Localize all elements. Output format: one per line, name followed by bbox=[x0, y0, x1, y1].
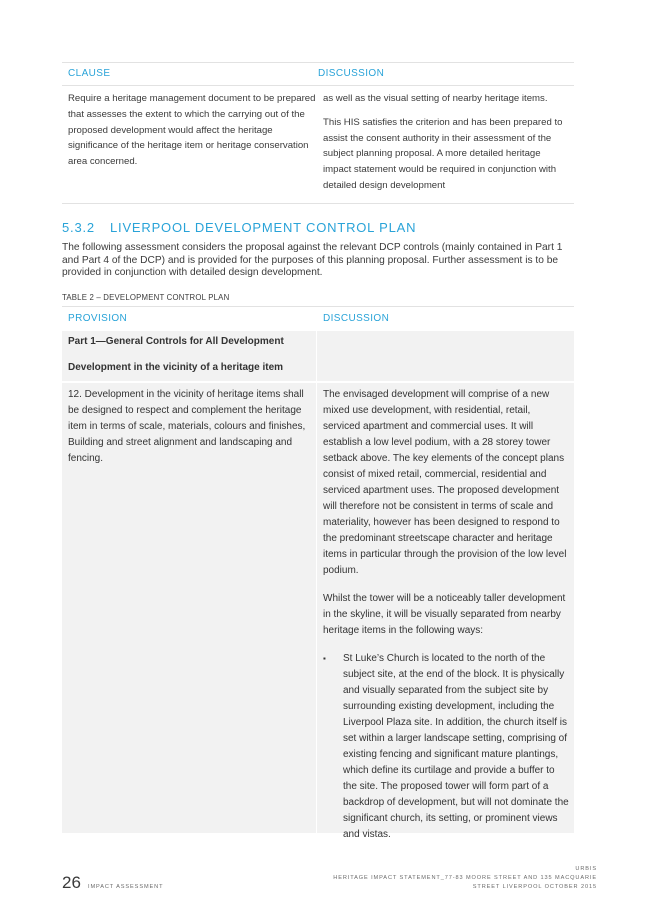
section-intro: The following assessment considers the proposal against the relevant DCP controls (mainly contained in Part 1 and Part 4 of the DCP) and is provided for the purposes of this planning proposal. Further assessment is to be provided in conjunction with detailed design development. bbox=[62, 242, 563, 279]
footer-brand: URBIS bbox=[575, 866, 597, 872]
table2-bullet-item bbox=[323, 651, 569, 843]
table1-header-discussion: DISCUSSION bbox=[318, 68, 385, 79]
table2-discussion-para: Whilst the tower will be a noticeably taller development in the skyline, it will be visually separated from nearby heritage items in the following ways: bbox=[323, 593, 566, 636]
footer-doc-line2: STREET LIVERPOOL OCTOBER 2015 bbox=[472, 884, 597, 890]
table1-top-rule bbox=[62, 62, 574, 63]
table1-discussion-para: as well as the visual setting of nearby heritage items. bbox=[323, 93, 548, 104]
table1-bottom-rule bbox=[62, 203, 574, 204]
section-heading bbox=[62, 220, 416, 235]
table2-discussion-para: The envisaged development will comprise of a new mixed use development, with residential, retail, serviced apartment and commercial uses. It will establish a low level podium, with a 28 storey tower setback above. The key elements of the concept plans consist of mixed retail, commercial, residential and serviced apartment uses. The proposed development will therefore not be consistent in terms of scale and materiality, however has been designed to respond to the predominant streetscape character and heritage items in particular through the provision of the low level podium. bbox=[323, 389, 567, 576]
table1-header-rule bbox=[62, 85, 574, 86]
table2-row-divider bbox=[62, 381, 574, 383]
table2-discussion bbox=[323, 387, 569, 843]
table2-provision-text: 12. Development in the vicinity of heritage items shall be designed to respect and complement the heritage item in terms of scale, materials, colours and finishes, Building and street alignment and landscaping and fencing. bbox=[68, 389, 306, 464]
section-number: 5.3.2 bbox=[62, 220, 95, 235]
section-title: LIVERPOOL DEVELOPMENT CONTROL PLAN bbox=[110, 220, 417, 235]
table2-column-divider bbox=[316, 331, 317, 833]
footer-doc-line1: HERITAGE IMPACT STATEMENT_77-83 MOORE STREET AND 135 MACQUARIE bbox=[333, 875, 597, 881]
table1-discussion-para: This HIS satisfies the criterion and has been prepared to assist the consent authority in their assessment of the subject planning proposal. A more detailed heritage impact statement would be required in conjunction with detailed design development bbox=[323, 116, 563, 191]
page-number: 26 bbox=[62, 873, 81, 892]
footer-section-label: IMPACT ASSESSMENT bbox=[88, 884, 164, 890]
table1-discussion bbox=[323, 91, 571, 194]
table2-header-provision: PROVISION bbox=[68, 313, 128, 324]
table1-header-clause: CLAUSE bbox=[68, 68, 111, 79]
table2-sub-heading: Development in the vicinity of a heritage item bbox=[68, 362, 284, 373]
table2-header-discussion: DISCUSSION bbox=[323, 313, 390, 324]
table2-bullet-text: St Luke’s Church is located to the north of the subject site, at the end of the block. It is physically and visually separated from the subject site by surrounding existing development, including the Liverpool Plaza site. In addition, the church itself is set within a larger landscape setting, comprising of existing fencing and significant mature plantings, which define its curtilage and provide a buffer to the site. The proposed tower will form part of a backdrop of development, but will not dominate the significant church, its setting, or prominent views and vistas. bbox=[343, 653, 569, 840]
table2-part-heading: Part 1—General Controls for All Development bbox=[68, 336, 284, 347]
table1-clause-text: Require a heritage management document to be prepared that assesses the extent to which the carrying out of the proposed development would affect the heritage significance of the heritage item or heritage conservation area concerned. bbox=[68, 93, 316, 168]
bullet-square-icon: ▪ bbox=[323, 654, 326, 663]
table2-caption: TABLE 2 – DEVELOPMENT CONTROL PLAN bbox=[62, 293, 230, 302]
table2-top-rule bbox=[62, 306, 574, 307]
